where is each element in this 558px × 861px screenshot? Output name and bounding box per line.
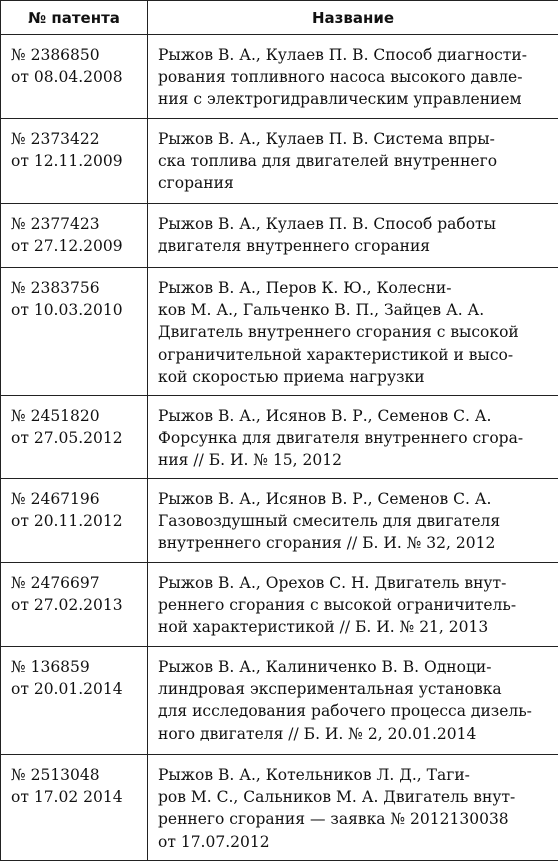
title-line: Рыжов В. А., Орехов С. Н. Двигатель внут- [158,572,554,594]
title-line: линдровая экспериментальная установка [158,678,554,700]
patent-title-cell [148,755,558,861]
title-line: Рыжов В. А., Кулаев П. В. Способ работы [158,213,554,235]
title-line: ков М. А., Гальченко В. П., Зайцев А. А. [158,299,554,321]
table-row [1,268,558,396]
title-line: ска топлива для двигателей внутреннего [158,150,554,172]
patent-title-cell [148,479,558,563]
title-line: Двигатель внутреннего сгорания с высокой [158,321,554,343]
patent-date: от 17.02 2014 [11,786,143,808]
title-line: Рыжов В. А., Перов К. Ю., Колесни- [158,277,554,299]
patent-number: № 2451820 [11,405,143,427]
title-line: ров М. С., Сальников М. А. Двигатель внут- [158,786,554,808]
title-line: рования топливного насоса высокого давле- [158,66,554,88]
patent-number-cell [1,396,148,479]
patent-date: от 20.11.2012 [11,510,143,532]
patent-date: от 08.04.2008 [11,66,143,88]
title-line: ния с электрогидравлическим управлением [158,88,554,110]
title-line: от 17.07.2012 [158,831,554,853]
title-line: Рыжов В. А., Исянов В. Р., Семенов С. А. [158,405,554,427]
patent-number: № 2476697 [11,572,143,594]
patent-number: № 2373422 [11,128,143,150]
patent-number-cell [1,35,148,119]
title-line: Рыжов В. А., Котельников Л. Д., Таги- [158,764,554,786]
patent-title-cell [148,204,558,268]
title-line: ограничительной характеристикой и высо- [158,344,554,366]
patent-number-cell [1,479,148,563]
patent-title-cell [148,563,558,647]
table-row [1,35,558,119]
patent-number-cell [1,204,148,268]
patent-number-cell [1,755,148,861]
patent-date: от 10.03.2010 [11,299,143,321]
patent-date: от 27.05.2012 [11,427,143,449]
patent-title-cell [148,396,558,479]
title-line: Форсунка для двигателя внутреннего сгора- [158,427,554,449]
title-line: Рыжов В. А., Кулаев П. В. Способ диагности- [158,44,554,66]
table-row [1,119,558,204]
title-line: Газовоздушный смеситель для двигателя [158,510,554,532]
patent-title-cell [148,268,558,396]
patent-title-cell [148,119,558,204]
table-row [1,396,558,479]
title-line: ного двигателя // Б. И. № 2, 20.01.2014 [158,723,554,745]
patent-title-cell [148,35,558,119]
table-row [1,204,558,268]
title-line: ния // Б. И. № 15, 2012 [158,449,554,471]
patent-number: № 2513048 [11,764,143,786]
patent-number: № 136859 [11,656,143,678]
title-line: реннего сгорания с высокой ограничитель- [158,594,554,616]
title-line: Рыжов В. А., Исянов В. Р., Семенов С. А. [158,488,554,510]
title-line: Рыжов В. А., Калиниченко В. В. Одноци- [158,656,554,678]
header-row [1,1,558,35]
title-line: Рыжов В. А., Кулаев П. В. Система впры- [158,128,554,150]
title-line: для исследования рабочего процесса дизель- [158,700,554,722]
table-row [1,755,558,861]
patent-number: № 2377423 [11,213,143,235]
table-row [1,563,558,647]
patent-number-cell [1,119,148,204]
patent-date: от 27.12.2009 [11,235,143,257]
patent-number-cell [1,647,148,755]
patent-number: № 2467196 [11,488,143,510]
table-row [1,479,558,563]
header-title: Название [148,1,558,35]
patent-date: от 20.01.2014 [11,678,143,700]
table-row [1,647,558,755]
patent-title-cell [148,647,558,755]
patent-number-cell [1,268,148,396]
patent-number: № 2383756 [11,277,143,299]
patent-number-cell [1,563,148,647]
patent-number: № 2386850 [11,44,143,66]
title-line: сгорания [158,172,554,194]
title-line: реннего сгорания — заявка № 2012130038 [158,808,554,830]
title-line: ной характеристикой // Б. И. № 21, 2013 [158,616,554,638]
patent-date: от 12.11.2009 [11,150,143,172]
title-line: кой скоростью приема нагрузки [158,366,554,388]
header-patent-number: № патента [1,1,148,35]
title-line: внутреннего сгорания // Б. И. № 32, 2012 [158,532,554,554]
title-line: двигателя внутреннего сгорания [158,235,554,257]
patent-date: от 27.02.2013 [11,594,143,616]
